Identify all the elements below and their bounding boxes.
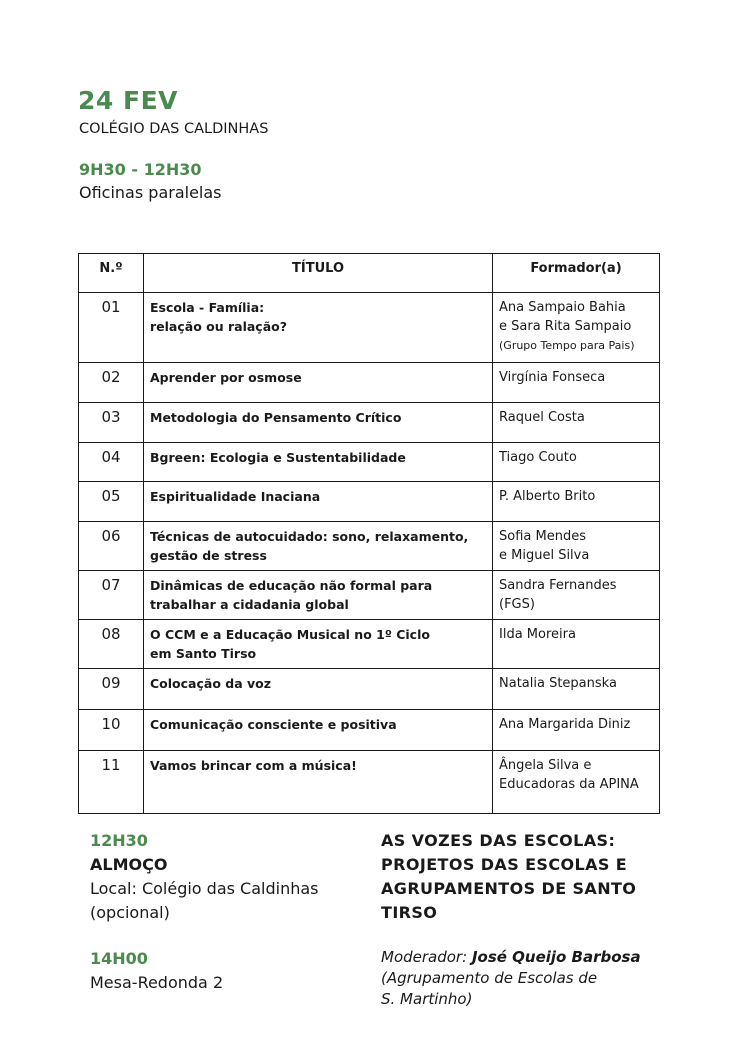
table-row (79, 443, 660, 482)
session-subtitle: Oficinas paralelas (79, 183, 222, 202)
row-trainer (493, 293, 660, 363)
trainer-line: e Sara Rita Sampaio (499, 319, 632, 334)
title-line: trabalhar a cidadania global (150, 597, 349, 612)
row-number: 08 (79, 620, 144, 669)
lunch-title: ALMOÇO (90, 855, 168, 874)
row-title (144, 363, 493, 403)
row-number: 11 (79, 751, 144, 814)
table-row (79, 482, 660, 522)
trainer-line: Sandra Fernandes (499, 578, 617, 593)
row-title (144, 293, 493, 363)
table-row (79, 751, 660, 814)
trainer-line: Ângela Silva e (499, 758, 592, 773)
afternoon-time: 14H00 (90, 949, 148, 968)
title-line: gestão de stress (150, 548, 267, 563)
title-line: AS VOZES DAS ESCOLAS: (381, 831, 616, 850)
table-row (79, 620, 660, 669)
row-trainer (493, 710, 660, 751)
trainer-line: Virgínia Fonseca (499, 370, 606, 385)
title-line: PROJETOS DAS ESCOLAS E (381, 855, 628, 874)
row-title (144, 443, 493, 482)
moderator-info (381, 947, 671, 1010)
trainer-line: Natalia Stepanska (499, 676, 617, 691)
trainer-line: (FGS) (499, 597, 535, 612)
venue: COLÉGIO DAS CALDINHAS (79, 121, 269, 137)
table-row (79, 669, 660, 710)
trainer-line: P. Alberto Brito (499, 489, 596, 504)
lunch-time: 12H30 (90, 831, 148, 850)
row-title (144, 751, 493, 814)
col-title: TÍTULO (144, 254, 493, 293)
roundtable-title (381, 829, 671, 925)
trainer-line: Sofia Mendes (499, 529, 586, 544)
roundtable-section (381, 829, 671, 1010)
title-line: Colocação da voz (150, 676, 272, 691)
moderator-name: José Queijo Barbosa (471, 948, 641, 966)
title-line: Metodologia do Pensamento Crítico (150, 410, 402, 425)
row-number: 05 (79, 482, 144, 522)
row-trainer (493, 751, 660, 814)
title-line: Técnicas de autocuidado: sono, relaxamento, (150, 529, 469, 544)
row-title (144, 482, 493, 522)
title-line: Escola - Família: (150, 300, 265, 315)
row-title (144, 403, 493, 443)
affiliation-line: (Agrupamento de Escolas de (381, 969, 598, 987)
title-line: Bgreen: Ecologia e Sustentabilidade (150, 450, 406, 465)
lunch-section (90, 829, 319, 995)
row-trainer (493, 403, 660, 443)
trainer-line: Educadoras da APINA (499, 777, 639, 792)
row-number: 09 (79, 669, 144, 710)
lunch-note: (opcional) (90, 903, 170, 922)
session-time: 9H30 - 12H30 (79, 160, 202, 179)
trainer-line: Ana Sampaio Bahia (499, 300, 626, 315)
affiliation-line: S. Martinho) (381, 990, 473, 1008)
title-line: em Santo Tirso (150, 646, 257, 661)
title-line: Dinâmicas de educação não formal para (150, 578, 433, 593)
title-line: Vamos brincar com a música! (150, 758, 357, 773)
table-row (79, 522, 660, 571)
title-line: O CCM e a Educação Musical no 1º Ciclo (150, 627, 430, 642)
title-line: relação ou ralação? (150, 319, 287, 334)
afternoon-title: Mesa-Redonda 2 (90, 973, 224, 992)
trainer-line: Ilda Moreira (499, 627, 576, 642)
row-title (144, 620, 493, 669)
col-trainer: Formador(a) (493, 254, 660, 293)
lunch-place: Local: Colégio das Caldinhas (90, 879, 319, 898)
row-trainer (493, 363, 660, 403)
title-line: Espiritualidade Inaciana (150, 489, 321, 504)
row-trainer (493, 620, 660, 669)
trainer-note: (Grupo Tempo para Pais) (499, 339, 635, 352)
trainer-line: Ana Margarida Diniz (499, 717, 631, 732)
row-number: 07 (79, 571, 144, 620)
row-number: 02 (79, 363, 144, 403)
row-title (144, 669, 493, 710)
table-row (79, 571, 660, 620)
title-line: AGRUPAMENTOS DE SANTO (381, 879, 637, 898)
trainer-line: e Miguel Silva (499, 548, 590, 563)
row-title (144, 522, 493, 571)
col-number: N.º (79, 254, 144, 293)
table-row (79, 363, 660, 403)
table-row (79, 293, 660, 363)
title-line: Aprender por osmose (150, 370, 302, 385)
table-row (79, 403, 660, 443)
table-row (79, 710, 660, 751)
moderator-label: Moderador: (381, 948, 468, 966)
row-trainer (493, 669, 660, 710)
workshops-table (78, 253, 660, 814)
title-line: Comunicação consciente e positiva (150, 717, 397, 732)
title-line: TIRSO (381, 903, 438, 922)
row-title (144, 571, 493, 620)
row-number: 10 (79, 710, 144, 751)
row-trainer (493, 571, 660, 620)
row-number: 01 (79, 293, 144, 363)
row-number: 06 (79, 522, 144, 571)
row-title (144, 710, 493, 751)
row-trainer (493, 443, 660, 482)
row-number: 03 (79, 403, 144, 443)
trainer-line: Tiago Couto (499, 450, 577, 465)
row-trainer (493, 482, 660, 522)
trainer-line: Raquel Costa (499, 410, 585, 425)
row-trainer (493, 522, 660, 571)
event-date: 24 FEV (78, 86, 178, 115)
row-number: 04 (79, 443, 144, 482)
